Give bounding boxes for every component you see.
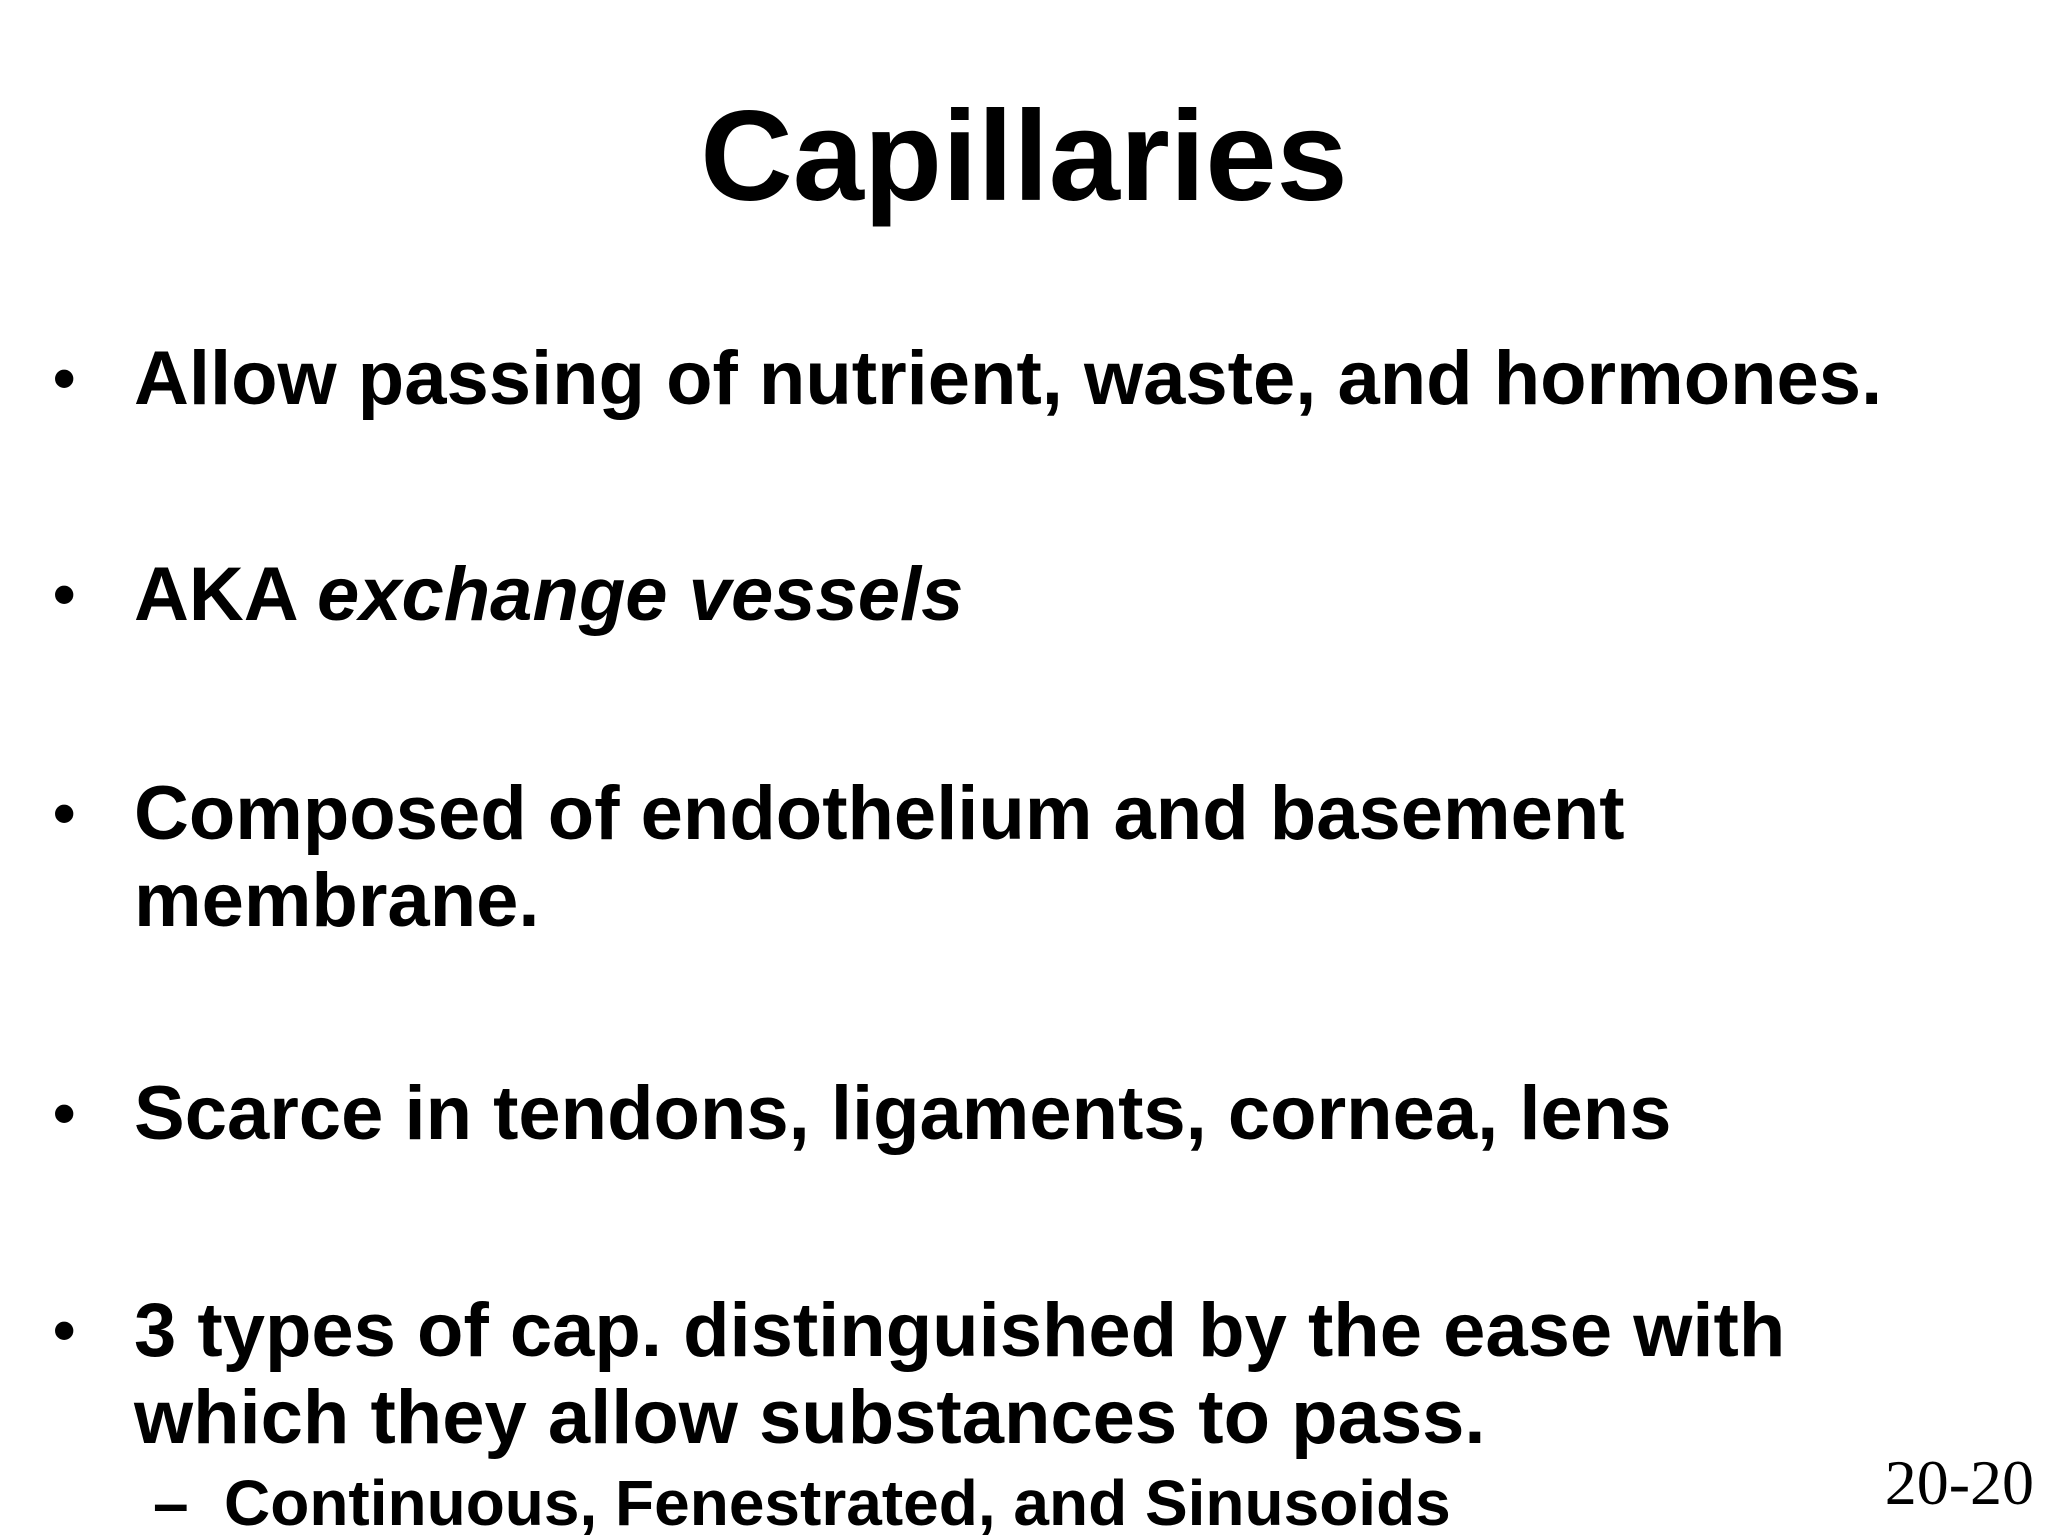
page-number: 20-20 bbox=[1884, 1447, 2034, 1518]
sub-bullet-item bbox=[153, 1466, 1451, 1540]
bullet-dot: • bbox=[53, 1294, 76, 1366]
bullet-dot: • bbox=[53, 777, 76, 849]
bullet-item bbox=[53, 1070, 2003, 1157]
bullet-text bbox=[134, 551, 2003, 638]
bullet-item bbox=[53, 335, 2003, 422]
bullet-emphasis: exchange vessels bbox=[316, 552, 964, 637]
bullet-item bbox=[53, 551, 2003, 638]
bullet-text: Composed of endothelium and basement membrane. bbox=[134, 771, 1625, 943]
sub-bullet-text: Continuous, Fenestrated, and Sinusoids bbox=[224, 1467, 1451, 1539]
bullet-prefix: AKA bbox=[134, 552, 317, 637]
bullet-text: Allow passing of nutrient, waste, and hormones. bbox=[134, 336, 1883, 421]
bullet-dot: • bbox=[53, 1077, 76, 1149]
bullet-item bbox=[53, 770, 2003, 944]
bullet-text: 3 types of cap. distinguished by the ease with which they allow substances to pass. bbox=[134, 1288, 1786, 1460]
bullet-dot: • bbox=[53, 558, 76, 630]
sub-bullet-dash: – bbox=[153, 1467, 189, 1539]
slide-title: Capillaries bbox=[700, 85, 1348, 228]
bullet-item bbox=[53, 1287, 2003, 1461]
bullet-dot: • bbox=[53, 342, 76, 414]
bullet-text: Scarce in tendons, ligaments, cornea, lens bbox=[134, 1071, 1672, 1156]
